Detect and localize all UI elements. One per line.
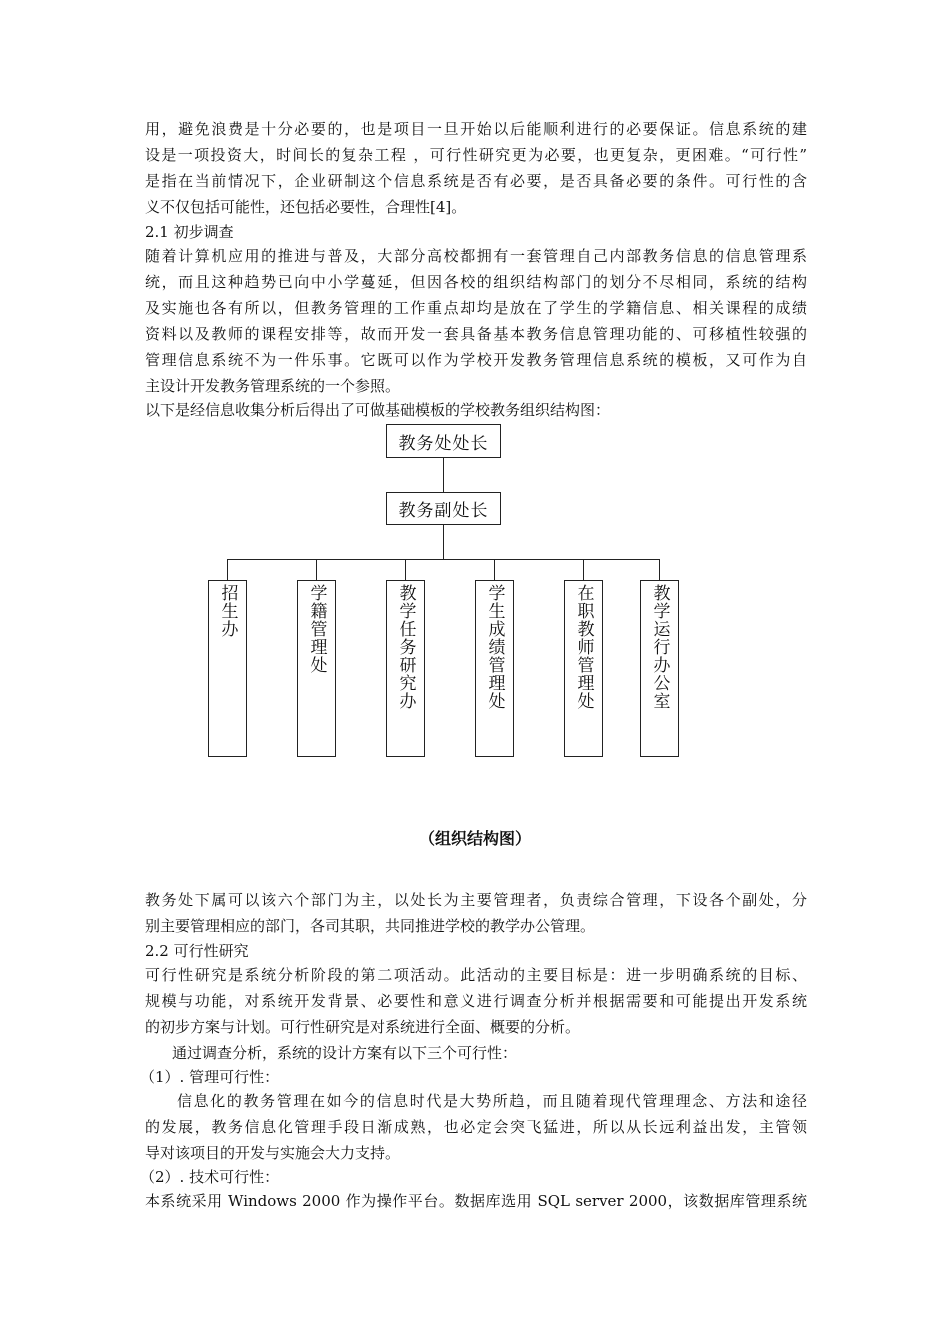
paragraph-line: 及实施也各有所以，但教务管理的工作重点却均是放在了学生的学籍信息、相关课程的成绩 (145, 299, 807, 317)
org-connector (227, 559, 660, 560)
section-heading-2-2: 2.2 可行性研究 (145, 942, 249, 960)
paragraph-line: 设是一项投资大，时间长的复杂工程 ，可行性研究更为必要，也更复杂，更困难。“可行性” (145, 146, 807, 164)
org-connector (659, 559, 660, 580)
paragraph-line: 的发展，教务信息化管理手段日渐成熟，也必定会突飞猛进，所以从长远利益出发，主管领 (145, 1118, 807, 1136)
paragraph-line: 教务处下属可以该六个部门为主，以处长为主要管理者，负责综合管理，下设各个副处，分 (145, 891, 807, 909)
org-node-department: 教学运行办公室 (640, 580, 679, 757)
paragraph-line: 信息化的教务管理在如今的信息时代是大势所趋，而且随着现代管理理念、方法和途径 (177, 1092, 807, 1110)
paragraph-line: 用，避免浪费是十分必要的，也是项目一旦开始以后能顺利进行的必要保证。信息系统的建 (145, 120, 807, 138)
paragraph-line: 可行性研究是系统分析阶段的第二项活动。此活动的主要目标是：进一步明确系统的目标、 (145, 966, 807, 984)
paragraph-line: 资料以及教师的课程安排等，故而开发一套具备基本教务信息管理功能的、可移植性较强的 (145, 325, 807, 343)
org-connector (443, 525, 444, 559)
org-connector (494, 559, 495, 580)
paragraph-line: 通过调查分析，系统的设计方案有以下三个可行性： (172, 1044, 518, 1062)
paragraph-line: 是指在当前情况下，企业研制这个信息系统是否有必要，是否具备必要的条件。可行性的含 (145, 172, 807, 190)
org-node-department: 招生办 (208, 580, 247, 757)
org-connector (316, 559, 317, 580)
figure-caption: （组织结构图） (418, 829, 531, 848)
list-item-title: （1）. 管理可行性： (140, 1068, 280, 1086)
paragraph-line: 本系统采用 Windows 2000 作为操作平台。数据库选用 SQL server 2000，该数据库管理系统 (145, 1192, 807, 1210)
org-node-department: 学籍管理处 (297, 580, 336, 757)
org-connector (227, 559, 228, 580)
paragraph-line: 主设计开发教务管理系统的一个参照。 (145, 377, 401, 395)
paragraph-line: 导对该项目的开发与实施会大力支持。 (145, 1144, 401, 1162)
org-node-director: 教务处处长 (386, 424, 501, 458)
org-node-department: 学生成绩管理处 (475, 580, 514, 757)
org-node-deputy: 教务副处长 (386, 492, 501, 525)
paragraph-line: 规模与功能，对系统开发背景、必要性和意义进行调查分析并根据需要和可能提出开发系统 (145, 992, 807, 1010)
org-connector (405, 559, 406, 580)
paragraph-line: 统，而且这种趋势已向中小学蔓延，但因各校的组织结构部门的划分不尽相同，系统的结构 (145, 273, 807, 291)
org-connector (583, 559, 584, 580)
org-connector (443, 458, 444, 492)
section-heading-2-1: 2.1 初步调查 (145, 223, 234, 241)
paragraph-line: 义不仅包括可能性，还包括必要性，合理性[4]。 (145, 198, 467, 216)
org-node-department: 教学任务研究办 (386, 580, 425, 757)
paragraph-line: 管理信息系统不为一件乐事。它既可以作为学校开发教务管理信息系统的模板，又可作为自 (145, 351, 807, 369)
paragraph-line: 的初步方案与计划。可行性研究是对系统进行全面、概要的分析。 (145, 1018, 581, 1036)
list-item-title: （2）. 技术可行性： (140, 1168, 280, 1186)
org-node-department: 在职教师管理处 (564, 580, 603, 757)
paragraph-line: 以下是经信息收集分析后得出了可做基础模板的学校教务组织结构图： (145, 401, 611, 419)
paragraph-line: 别主要管理相应的部门，各司其职，共同推进学校的教学办公管理。 (145, 917, 596, 935)
paragraph-line: 随着计算机应用的推进与普及，大部分高校都拥有一套管理自己内部教务信息的信息管理系 (145, 247, 807, 265)
